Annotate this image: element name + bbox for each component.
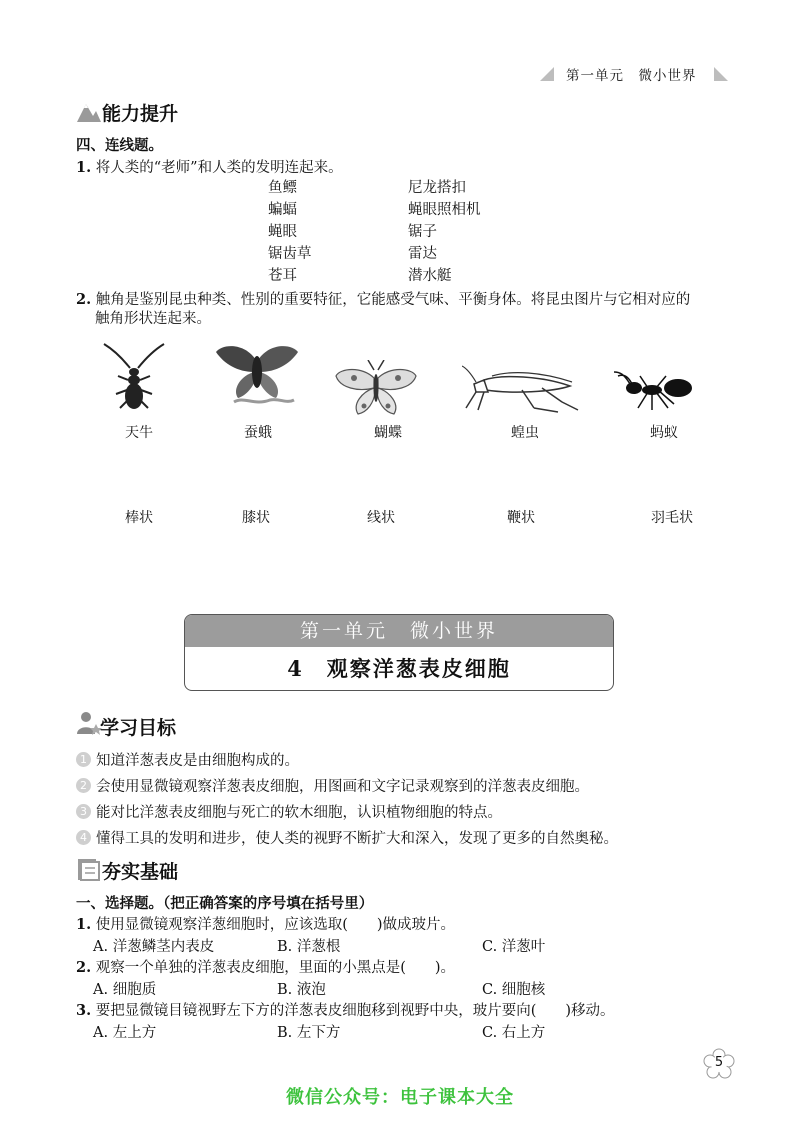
insect-label-silkmoth[interactable]: 蚕蛾	[244, 425, 272, 441]
q2-text-2: 触角形状连起来。	[95, 311, 211, 327]
mountain-icon	[76, 98, 102, 124]
option-a[interactable]: A. 洋葱鳞茎内表皮	[93, 939, 215, 955]
goal-number-badge: 2	[76, 778, 91, 793]
invention-item[interactable]: 雷达	[408, 246, 437, 262]
teacher-item[interactable]: 鱼鳔	[268, 180, 297, 196]
goal-number-badge: 1	[76, 752, 91, 767]
teacher-item[interactable]: 蝙蝠	[268, 202, 297, 218]
page-number: 5	[714, 1055, 724, 1070]
q1-number: 1.	[76, 159, 92, 176]
invention-item[interactable]: 尼龙搭扣	[408, 180, 466, 196]
q1-text: 将人类的“老师”和人类的发明连起来。	[95, 160, 343, 176]
question-number: 2.	[76, 959, 92, 976]
insect-label-longhorn[interactable]: 天牛	[125, 425, 153, 441]
running-header	[540, 63, 740, 85]
ability-title: 能力提升	[102, 103, 179, 125]
teacher-item[interactable]: 苍耳	[268, 268, 297, 284]
lesson-title-box	[184, 614, 614, 691]
goal-number-badge: 4	[76, 830, 91, 845]
page-number-badge	[703, 1048, 735, 1080]
choice-question	[76, 999, 615, 1020]
header-text: 第一单元 微小世界	[566, 68, 697, 84]
insect-label-butterfly[interactable]: 蝴蝶	[374, 425, 402, 441]
silkmoth-icon	[214, 338, 300, 408]
option-b[interactable]: B. 左下方	[277, 1025, 341, 1041]
option-a[interactable]: A. 左上方	[93, 1025, 157, 1041]
option-b[interactable]: B. 洋葱根	[277, 939, 341, 955]
goal-item: 知道洋葱表皮是由细胞构成的。	[96, 753, 299, 769]
header-left-triangle-icon	[540, 67, 554, 81]
q2-text-1: 触角是鉴别昆虫种类、性别的重要特征，它能感受气味、平衡身体。将昆虫图片与它相对应的	[95, 292, 691, 308]
question-text: 要把显微镜目镜视野左下方的洋葱表皮细胞移到视野中央，玻片要向( )移动。	[95, 1003, 615, 1019]
footer-watermark: 微信公众号：电子课本大全	[286, 1087, 514, 1108]
invention-item[interactable]: 锯子	[408, 224, 437, 240]
choice-question	[76, 913, 455, 934]
goal-number-badge: 3	[76, 804, 91, 819]
q2-number: 2.	[76, 291, 92, 308]
goal-item: 会使用显微镜观察洋葱表皮细胞，用图画和文字记录观察到的洋葱表皮细胞。	[96, 779, 589, 795]
learner-icon	[76, 710, 102, 736]
option-c[interactable]: C. 细胞核	[482, 982, 546, 998]
question-text: 使用显微镜观察洋葱细胞时，应该选取( )做成玻片。	[95, 917, 456, 933]
teacher-column	[268, 177, 312, 287]
basics-title: 夯实基础	[102, 861, 179, 883]
antenna-label-club[interactable]: 棒状	[125, 510, 153, 526]
antenna-label-setaceous[interactable]: 鞭状	[507, 510, 535, 526]
insect-label-ant[interactable]: 蚂蚁	[650, 425, 678, 441]
invention-column	[408, 177, 481, 287]
choice-question	[76, 956, 455, 977]
teacher-item[interactable]: 蝇眼	[268, 224, 297, 240]
header-right-triangle-icon	[714, 67, 728, 81]
connect-section-title: 四、连线题。	[76, 137, 163, 154]
choice-section-title: 一、选择题。（把正确答案的序号填在括号里）	[76, 895, 374, 912]
question-text: 观察一个单独的洋葱表皮细胞，里面的小黑点是( )。	[95, 960, 456, 976]
goal-item: 能对比洋葱表皮细胞与死亡的软木细胞，认识植物细胞的特点。	[96, 805, 502, 821]
book-icon	[76, 856, 102, 882]
unit-title: 第一单元 微小世界	[185, 615, 613, 647]
goals-title: 学习目标	[100, 717, 177, 739]
invention-item[interactable]: 潜水艇	[408, 268, 452, 284]
antenna-label-filiform[interactable]: 线状	[367, 510, 395, 526]
question-number: 1.	[76, 916, 92, 933]
goal-item: 懂得工具的发明和进步，使人类的视野不断扩大和深入，发现了更多的自然奥秘。	[96, 831, 618, 847]
option-c[interactable]: C. 右上方	[482, 1025, 546, 1041]
q2-line1	[76, 288, 690, 309]
longhorn-beetle-icon	[100, 340, 168, 410]
grasshopper-icon	[462, 362, 580, 416]
q1-line	[76, 156, 343, 177]
lesson-title: 4 观察洋葱表皮细胞	[287, 656, 511, 681]
ant-icon	[612, 366, 696, 414]
option-c[interactable]: C. 洋葱叶	[482, 939, 546, 955]
option-a[interactable]: A. 细胞质	[93, 982, 157, 998]
question-number: 3.	[76, 1002, 92, 1019]
invention-item[interactable]: 蝇眼照相机	[408, 202, 481, 218]
butterfly-icon	[334, 360, 418, 416]
teacher-item[interactable]: 锯齿草	[268, 246, 312, 262]
antenna-label-geniculate[interactable]: 膝状	[242, 510, 270, 526]
antenna-label-plumose[interactable]: 羽毛状	[651, 510, 693, 526]
insect-label-grasshopper[interactable]: 蝗虫	[511, 425, 539, 441]
option-b[interactable]: B. 液泡	[277, 982, 326, 998]
